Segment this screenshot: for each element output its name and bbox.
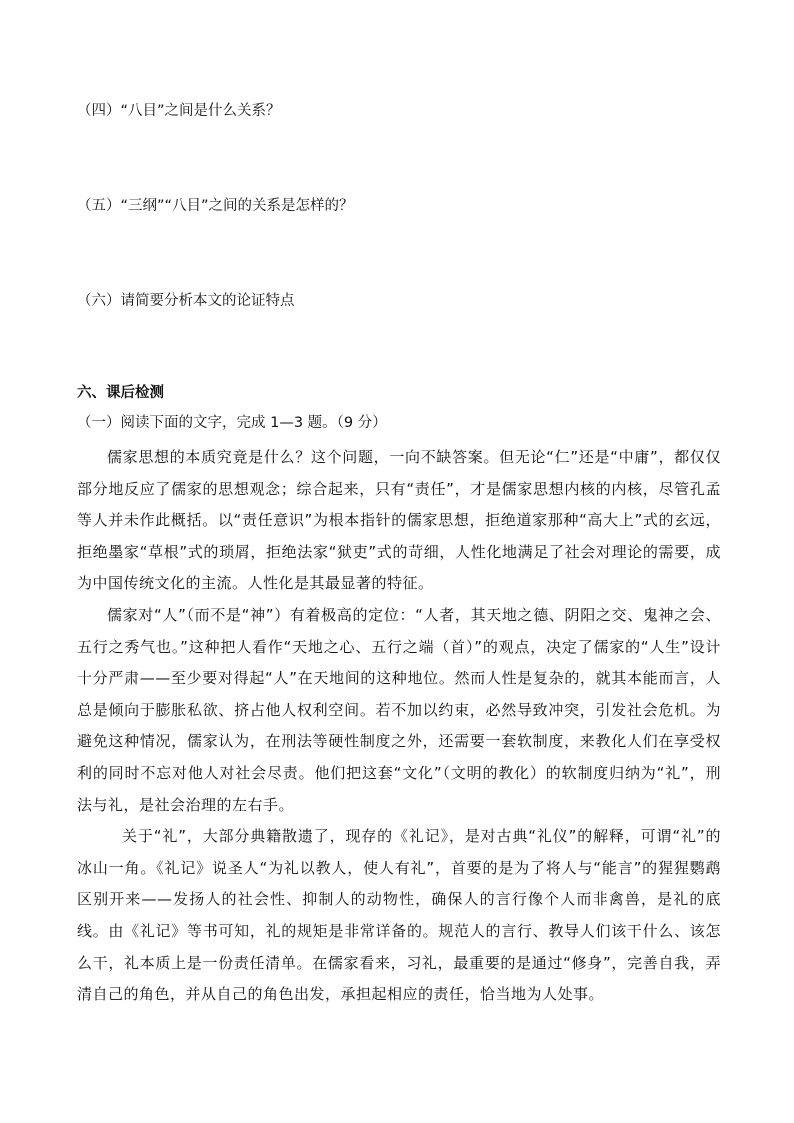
article-paragraph-3: 关于“礼”，大部分典籍散遗了，现存的《礼记》，是对古典“礼仪”的解释，可谓“礼”的冰山一角。《礼记》说圣人“为礼以教人，使人有礼”，首要的是为了将人与“能言”的猩猩鹦鹉区别开来——发扬人的社会性、抑制人的动物性，确保人的言行像个人而非禽兽，是礼的底线。由《礼记》等书可知，礼的规矩是非常详备的。规范人的言行、教导人们该干什么、该怎么干，礼本质上是一份责任清单。在儒家看来，习礼，最重要的是通过“修身”，完善自我，弄清自己的角色，并从自己的角色出发，承担起相应的责任，恰当地为人处事。: [77, 827, 721, 1004]
reading-instruction: （一）阅读下面的文字，完成 1—3 题。（9 分）: [77, 415, 387, 431]
article-paragraph-2: 儒家对“人”（而不是“神”）有着极高的定位：“人者，其天地之德、阴阳之交、鬼神之会、五行之秀气也。”这种把人看作“天地之心、五行之端（首）”的观点，决定了儒家的“人生”设计十分严肃——至少要对得起“人”在天地间的这种地位。然而人性是复杂的，就其本能而言，人总是倾向于膨胀私欲、挤占他人权利空间。若不加以约束，必然导致冲突，引发社会危机。为避免这种情况，儒家认为，在刑法等硬性制度之外，还需要一套软制度，来教化人们在享受权利的同时不忘对他人对社会尽责。他们把这套“文化”（文明的教化）的软制度归纳为“礼”，刑法与礼，是社会治理的左右手。: [77, 605, 721, 814]
article-body: [77, 442, 721, 1011]
question-4: （四）“八目”之间是什么关系？: [77, 103, 281, 119]
question-6: （六）请简要分析本文的论证特点: [77, 293, 295, 309]
section-heading: 六、课后检测: [77, 385, 164, 401]
question-5: （五）“三纲”“八目”之间的关系是怎样的？: [77, 198, 354, 214]
article-paragraph-1: 儒家思想的本质究竟是什么？这个问题，一向不缺答案。但无论“仁”还是“中庸”，都仅仅部分地反应了儒家的思想观念；综合起来，只有“责任”，才是儒家思想内核的内核，尽管孔孟等人并未作此概括。以“责任意识”为根本指针的儒家思想，拒绝道家那种“高大上”式的玄远，拒绝墨家“草根”式的琐屑，拒绝法家“狱吏”式的苛细，人性化地满足了社会对理论的需要，成为中国传统文化的主流。人性化是其最显著的特征。: [77, 448, 721, 593]
